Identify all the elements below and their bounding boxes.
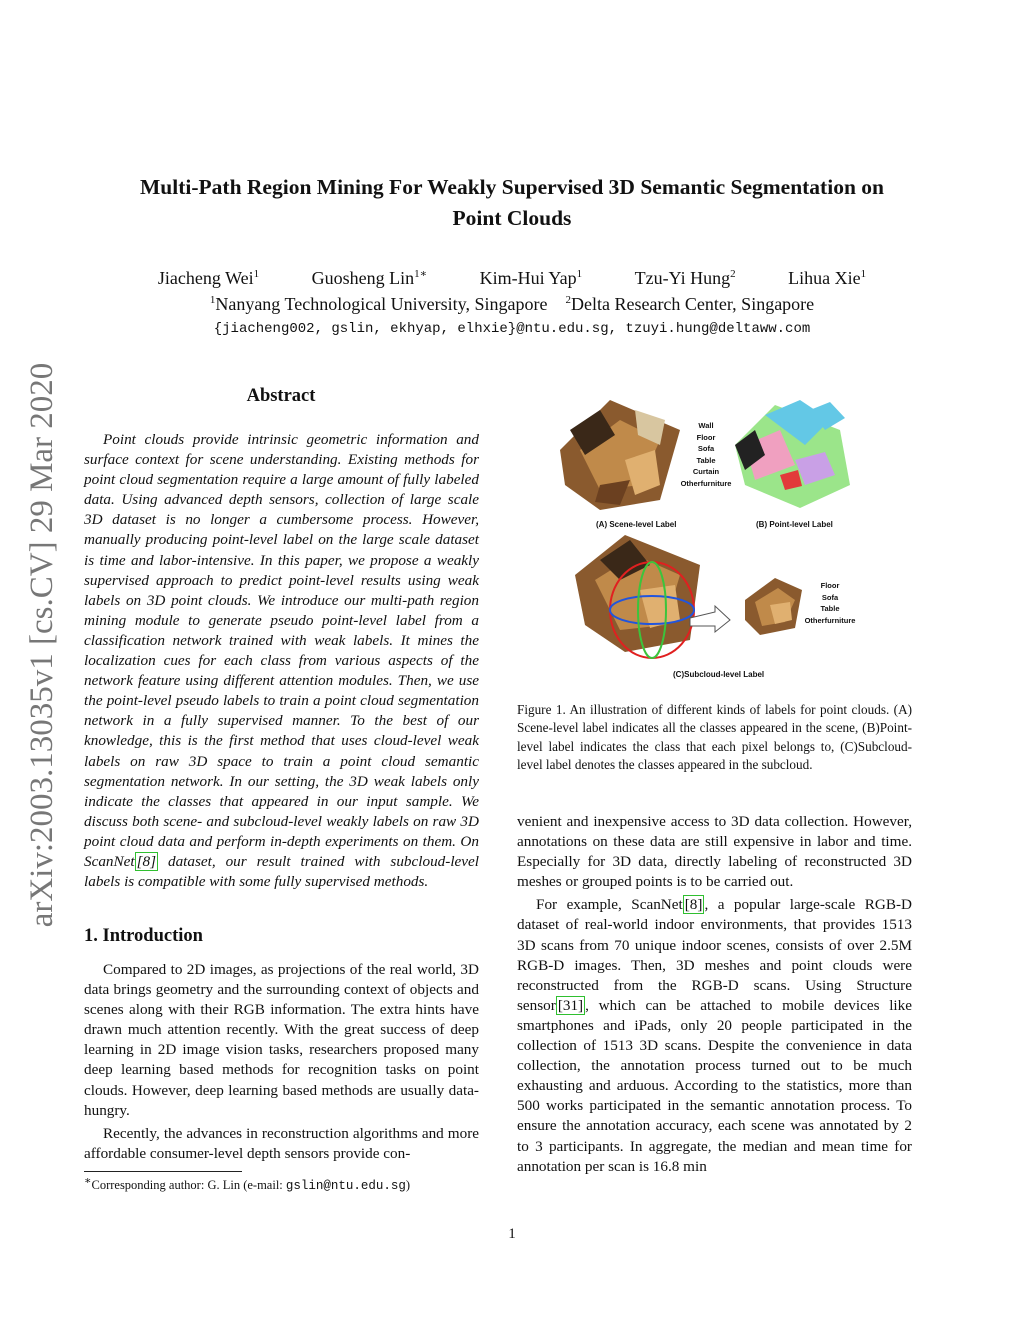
affiliations: $^1$Nanyang Technological University, Singapore $^2$Delta Research Center, Singapore xyxy=(209,294,815,314)
author: Tzu-Yi Hung$^2$ xyxy=(634,268,736,288)
label-scene-level: (A) Scene-level Label xyxy=(596,520,677,529)
scene-point-cloud-a xyxy=(560,400,680,510)
paper-title xyxy=(70,172,954,234)
section-heading-introduction: 1. Introduction xyxy=(84,926,203,946)
intro-body xyxy=(84,960,479,1167)
footnote-email[interactable]: gslin@ntu.edu.sg xyxy=(285,1179,406,1193)
author: Jiacheng Wei$^1$ xyxy=(157,268,260,288)
paragraph: venient and inexpensive access to 3D data collection. However, annotations on these data are still expensive in labor and time. Especially for 3D data, directly labeling of reconstructed 3D meshes or grouped points is to be carried out. xyxy=(517,813,912,891)
title-line-1: Multi-Path Region Mining For Weakly Supervised 3D Semantic Segmentation on xyxy=(140,175,884,199)
label-point-level: (B) Point-level Label xyxy=(756,520,833,529)
legend-subcloud-level: Floor Sofa Table Otherfurniture xyxy=(804,581,856,625)
abstract-body: Point clouds provide intrinsic geometric information and surface context for scene understanding. Existing methods for point cloud segmentation require a large amount of fully labeled data. Using advanced depth sensors, collection of large scale 3D dataset is no longer a cumbersome process. However, manually producing point-level label on the large scale dataset is time and labor-intensive. In this paper, we propose a weakly supervised approach to predict point-level results using weak labels on 3D point clouds. We introduce our multi-path region mining module to generate pseudo point-level label from a classification network trained with weak labels. It mines the localization cues for each class from various aspects of the network feature using different attention modules. Then, we use the point-level pseudo labels to train a point cloud segmentation network in a fully supervised manner. To the best of our knowledge, this is the first method that uses cloud-level weak labels on raw 3D space to train a point cloud semantic segmentation network. In our setting, the 3D weak labels only indicate the classes that appeared in our input sample. We discuss both scene- and subcloud-level weakly labels on raw 3D point cloud data and perform in-depth experiments on them. On ScanNet [8] dataset, our result trained with subcloud-level labels is compatible with some fully supervised methods. xyxy=(84,431,479,891)
affiliation-1: Nanyang Technological University, Singapore xyxy=(215,294,548,314)
figure-caption: Figure 1. An illustration of different kinds of labels for point clouds. (A) Scene-level label indicates all the classes appeared in the scene, (B)Point-level label indicates the class that each pixel belongs to, (C)Subcloud-level label denotes the classes appeared in the subcloud. xyxy=(517,702,912,773)
figure-1 xyxy=(540,390,900,690)
author-emails: {jiacheng002, gslin, ekhyap, elhxie}@ntu.edu.sg, tzuyi.hung@deltaww.com xyxy=(213,321,811,337)
affiliation-2: Delta Research Center, Singapore xyxy=(570,294,815,314)
author: Kim-Hui Yap$^1$ xyxy=(479,268,583,288)
footnote-rule xyxy=(84,1171,242,1172)
paragraph: Compared to 2D images, as projections of the real world, 3D data brings geometry and the surrounding context of objects and scenes along with their RGB information. The extra hints have drawn much attention recently. With the great success of deep learning in 2D image vision tasks, researchers proposed many deep learning based methods for recognition tasks on point clouds. However, deep learning based methods are usually data-hungry. xyxy=(84,961,479,1119)
author: Guosheng Lin$^{1∗}$ xyxy=(311,268,428,288)
author: Lihua Xie$^1$ xyxy=(788,268,867,288)
arxiv-stamp xyxy=(20,345,64,945)
footnote: ∗Corresponding author: G. Lin (e-mail: gslin@ntu.edu.sg) xyxy=(84,1174,411,1193)
abstract-heading: Abstract xyxy=(246,386,316,406)
right-column-body xyxy=(517,812,912,1180)
citation-link[interactable]: [8] xyxy=(684,896,703,914)
citation-link[interactable]: [31] xyxy=(557,996,584,1014)
scene-point-cloud-b xyxy=(735,400,850,508)
label-subcloud-level: (C)Subcloud-level Label xyxy=(673,670,765,679)
title-line-2: Point Clouds xyxy=(452,206,572,230)
citation-link[interactable]: [8] xyxy=(136,852,157,870)
author-list xyxy=(60,268,964,289)
legend-scene-level: Wall Floor Sofa Table Curtain Otherfurniture xyxy=(680,421,732,488)
paragraph: Recently, the advances in reconstruction algorithms and more affordable consumer-level depth sensors provide con- xyxy=(84,1124,479,1162)
paragraph: For example, ScanNet [8] , a popular large-scale RGB-D dataset of real-world indoor environments, that provides 1513 3D scans from 70 unique indoor scenes, consists of over 2.5M RGB-D images. Then, 3D meshes and point clouds were reconstructed from the RGB-D scans. Using Structure sensor [31] , which can be attached to mobile devices like smartphones and iPads, only 20 people participated in the collection of 1513 3D scans. Despite the convenience in data collection, the annotation process turned out to be much exhausting and arduous. According to the statistics, more than 500 works participated in the semantic annotation process. To ensure the annotation accuracy, each scene was annotated by 2 to 3 participants. In aggregate, the median and mean time for annotation per scan is 16.8 min xyxy=(517,896,912,1175)
scene-point-cloud-c xyxy=(575,535,802,658)
arxiv-stamp-text: arXiv:2003.13035v1 [cs.CV] 29 Mar 2020 xyxy=(24,362,60,928)
page-number: 1 xyxy=(508,1226,516,1242)
